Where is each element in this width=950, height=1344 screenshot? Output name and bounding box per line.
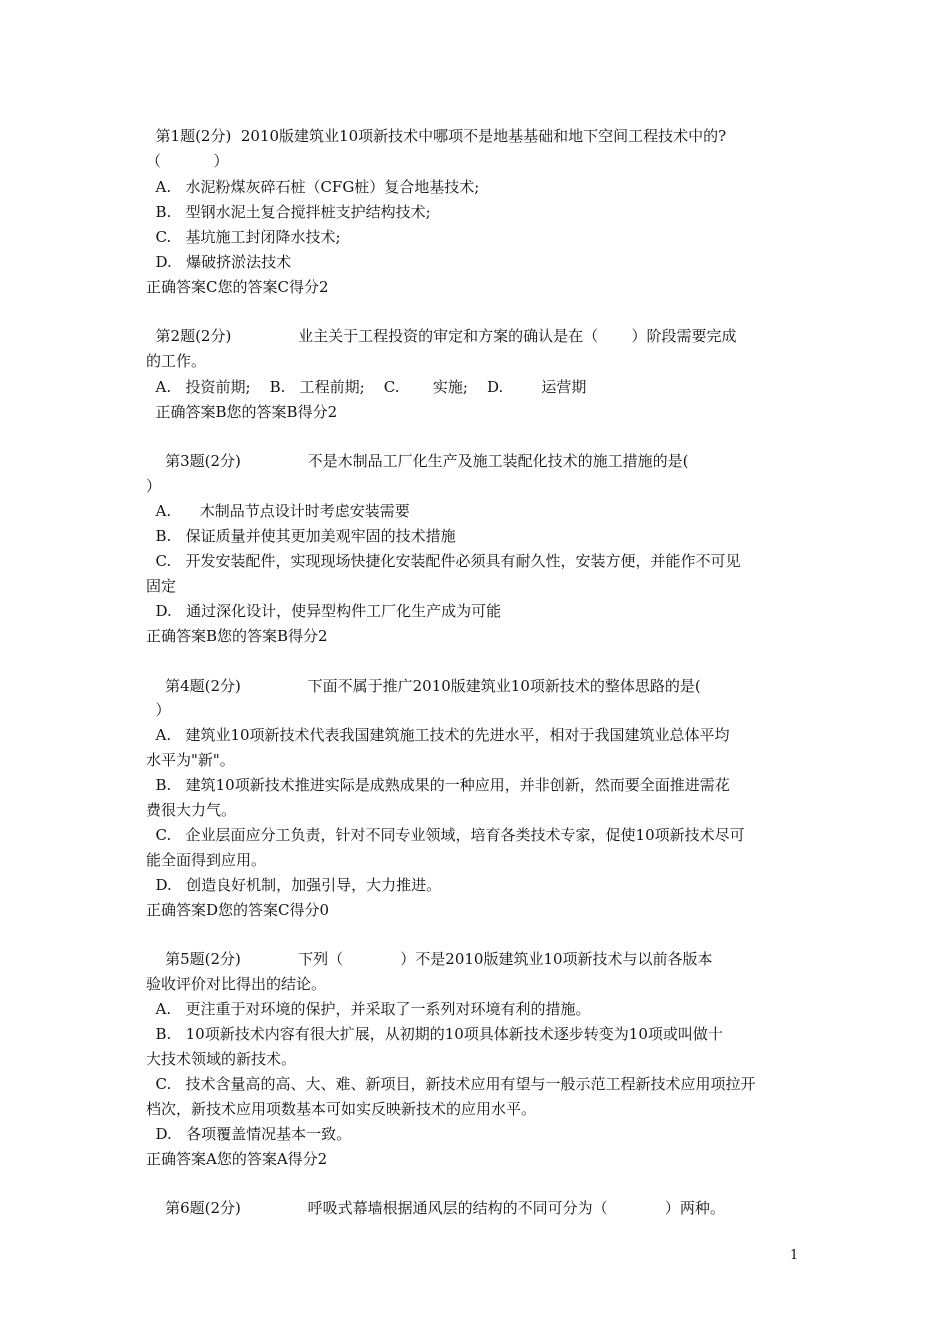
question-3-header: 第3题(2分) 不是木制品工厂化生产及施工装配化技术的施工措施的是( xyxy=(146,452,689,470)
question-3-option-c-cont: 固定 xyxy=(146,577,177,595)
question-5-option-c-cont: 档次，新技术应用项数基本可如实反映新技术的应用水平。 xyxy=(146,1100,537,1118)
question-1-header-cont: （ ） xyxy=(146,152,229,170)
question-4-option-c: C. 企业层面应分工负责，针对不同专业领域，培育各类技术专家，促使10项新技术尽可 xyxy=(146,826,745,844)
question-2-header: 第2题(2分) 业主关于工程投资的审定和方案的确认是在（ ）阶段需要完成 xyxy=(146,327,737,345)
question-1-option-d: D. 爆破挤淤法技术 xyxy=(146,253,292,271)
question-1-result: 正确答案C您的答案C得分2 xyxy=(146,278,329,296)
question-4-option-a: A. 建筑业10项新技术代表我国建筑施工技术的先进水平，相对于我国建筑业总体平均 xyxy=(146,726,730,744)
question-5-result: 正确答案A您的答案A得分2 xyxy=(146,1150,328,1168)
question-5-option-b: B. 10项新技术内容有很大扩展，从初期的10项具体新技术逐步转变为10项或叫做十 xyxy=(146,1025,723,1043)
question-4-option-a-cont: 水平为"新"。 xyxy=(146,751,235,769)
question-2-header-cont: 的工作。 xyxy=(146,352,207,370)
question-4-option-d: D. 创造良好机制，加强引导，大力推进。 xyxy=(146,876,442,894)
question-5-header-cont: 验收评价对比得出的结论。 xyxy=(146,975,327,993)
question-5-option-c: C. 技术含量高的高、大、难、新项目，新技术应用有望与一般示范工程新技术应用项拉开 xyxy=(146,1075,756,1093)
question-6-header: 第6题(2分) 呼吸式幕墙根据通风层的结构的不同可分为（ ）两种。 xyxy=(146,1199,725,1217)
question-3-result: 正确答案B您的答案B得分2 xyxy=(146,627,328,645)
question-3-option-a: A. 木制品节点设计时考虑安装需要 xyxy=(146,502,410,520)
question-2-options: A. 投资前期; B. 工程前期; C. 实施; D. 运营期 xyxy=(146,378,587,396)
question-3-option-c: C. 开发安装配件，实现现场快捷化安装配件必须具有耐久性，安装方便，并能作不可见 xyxy=(146,552,741,570)
question-4-header-cont: ） xyxy=(146,701,171,719)
question-1-option-c: C. 基坑施工封闭降水技术; xyxy=(146,228,341,246)
question-5-option-a: A. 更注重于对环境的保护，并采取了一系列对环境有利的措施。 xyxy=(146,1000,591,1018)
question-4-result: 正确答案D您的答案C得分0 xyxy=(146,901,330,919)
question-3-option-b: B. 保证质量并使其更加美观牢固的技术措施 xyxy=(146,527,456,545)
question-1-option-b: B. 型钢水泥土复合搅拌桩支护结构技术; xyxy=(146,203,431,221)
question-3-header-cont: ） xyxy=(146,477,162,495)
question-2-result: 正确答案B您的答案B得分2 xyxy=(146,403,338,421)
question-3-option-d: D. 通过深化设计，使异型构件工厂化生产成为可能 xyxy=(146,602,502,620)
question-4-header: 第4题(2分) 下面不属于推广2010版建筑业10项新技术的整体思路的是( xyxy=(146,677,701,695)
question-4-option-c-cont: 能全面得到应用。 xyxy=(146,851,267,869)
question-5-option-d: D. 各项覆盖情况基本一致。 xyxy=(146,1125,352,1143)
question-5-header: 第5题(2分) 下列（ ）不是2010版建筑业10项新技术与以前各版本 xyxy=(146,950,713,968)
question-4-option-b-cont: 费很大力气。 xyxy=(146,801,237,819)
question-1-header: 第1题(2分) 2010版建筑业10项新技术中哪项不是地基基础和地下空间工程技术中的? xyxy=(146,127,727,145)
question-1-option-a: A. 水泥粉煤灰碎石桩（CFG桩）复合地基技术; xyxy=(146,178,480,196)
question-5-option-b-cont: 大技术领域的新技术。 xyxy=(146,1050,297,1068)
page-number: 1 xyxy=(790,1248,799,1263)
question-4-option-b: B. 建筑10项新技术推进实际是成熟成果的一种应用，并非创新，然而要全面推进需花 xyxy=(146,776,730,794)
